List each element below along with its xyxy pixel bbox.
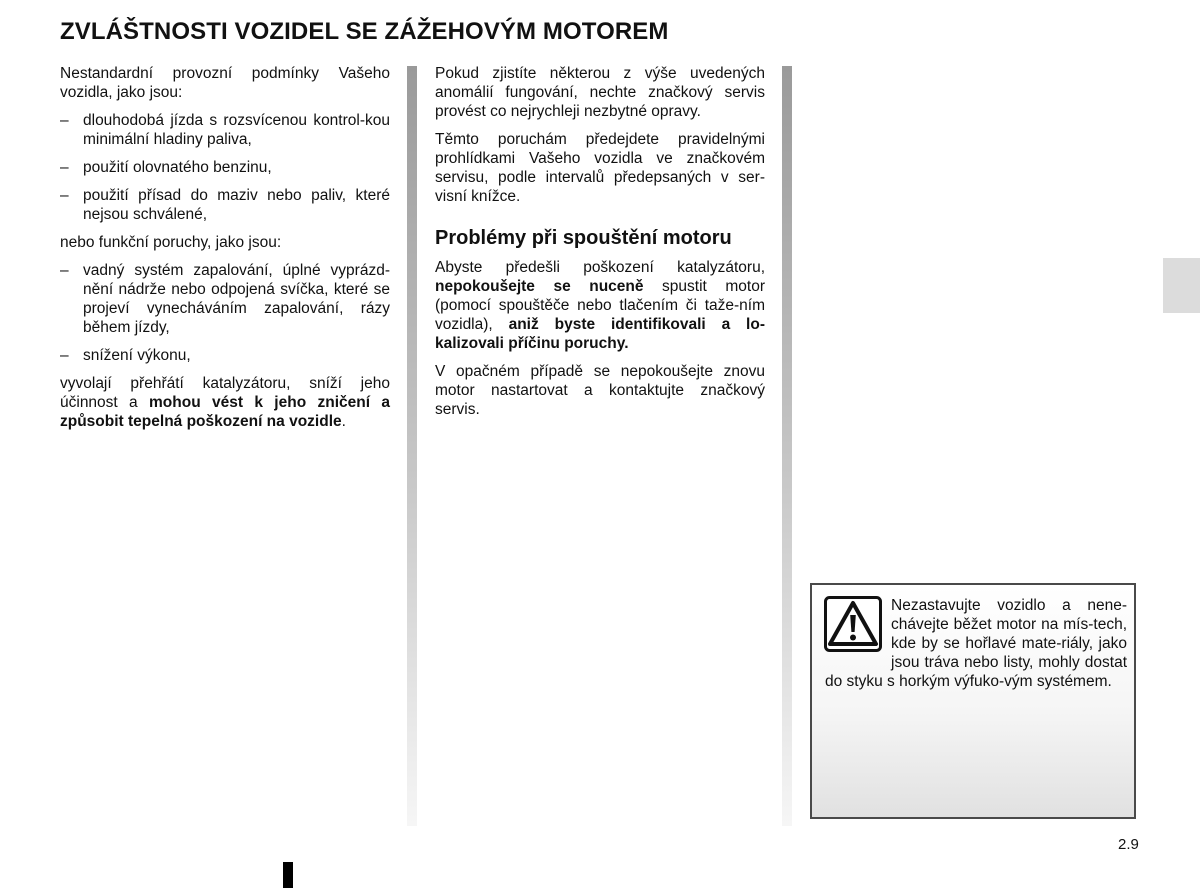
left-column [60, 64, 390, 440]
section-heading: Problémy při spouštění motoru [435, 227, 732, 249]
column-divider-left [407, 66, 417, 826]
column-divider-right [782, 66, 792, 826]
dash-marker: – [60, 347, 69, 364]
list-item: – použití přísad do maziv nebo paliv, které nejsou schválené, [60, 187, 390, 223]
dash-marker: – [60, 112, 69, 129]
warning-box [810, 583, 1136, 819]
chapter-tab [1163, 258, 1200, 313]
starting-problems-paragraph: Abyste předešli poškození katalyzátoru, nepokoušejte se nuceně spustit motor (pomocí spouštěče nebo tlačením či taže-ním vozidla), aniž byste identifikovali a lo-kalizovali příčinu poruchy. [435, 259, 765, 352]
dash-marker: – [60, 159, 69, 176]
consequence-emphasis: mohou vést k jeho zničení a způsobit tepelná poškození na vozidle [60, 394, 390, 430]
list-item: – použití olovnatého benzinu, [60, 159, 272, 176]
list-item: – dlouhodobá jízda s rozsvícenou kontrol-kou minimální hladiny paliva, [60, 112, 390, 148]
consequence-text: vyvolají přehřátí katalyzátoru, sníží jeho účinnost a mohou vést k jeho zničení a způsobit tepelná poškození na vozidle. [60, 375, 390, 430]
list-item: – vadný systém zapalování, úplné vyprázd-nění nádrže nebo odpojená svíčka, které se projeví vynecháváním zapalování, rázy během jízdy, [60, 262, 390, 336]
page-title: ZVLÁŠTNOSTI VOZIDEL SE ZÁŽEHOVÝM MOTOREM [60, 18, 669, 45]
malfunctions-intro: nebo funkční poruchy, jako jsou: [60, 234, 282, 251]
dash-marker: – [60, 262, 69, 279]
prevention-paragraph: Těmto poruchám předejdete pravidelnými prohlídkami Vašeho vozidla ve značkovém servisu, podle intervalů předepsaných v ser-visní knížce. [435, 131, 765, 205]
right-column [435, 64, 765, 428]
list-item: – snížení výkonu, [60, 347, 191, 364]
page-number: 2.9 [1118, 836, 1139, 853]
warning-text: Nezastavujte vozidlo a nene-chávejte běžet motor na mís-tech, kde by se hořlavé mate-riály, jako jsou tráva nebo listy, mohly dostat do styku s horkým výfuko-vým systémem. [825, 597, 1127, 690]
malfunctions-list [60, 261, 390, 365]
repair-paragraph: Pokud zjistíte některou z výše uvedených anomálií fungování, nechte značkový servis provést co nejrychleji nezbytné opravy. [435, 65, 765, 120]
intro-text: Nestandardní provozní podmínky Vašeho vozidla, jako jsou: [60, 65, 390, 101]
page-marker [283, 862, 293, 888]
conditions-list [60, 111, 390, 224]
dash-marker: – [60, 187, 69, 204]
contact-service-paragraph: V opačném případě se nepokoušejte znovu motor nastartovat a kontaktujte značkový servis. [435, 363, 765, 418]
